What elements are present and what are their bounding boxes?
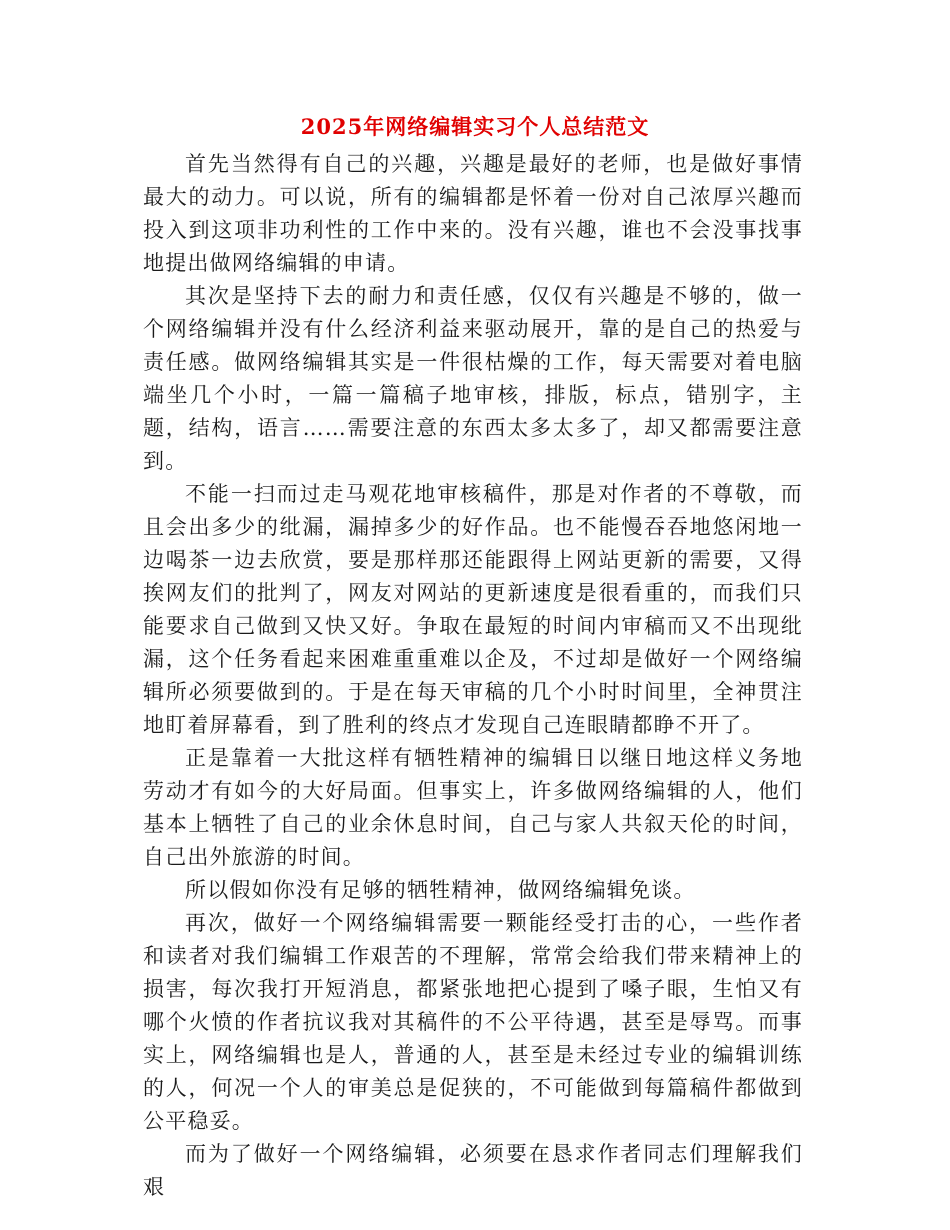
paragraph-5: 所以假如你没有足够的牺牲精神，做网络编辑免谈。 — [185, 878, 696, 902]
document-title: 2025年网络编辑实习个人总结范文 — [300, 114, 650, 139]
document-body — [143, 148, 803, 1204]
paragraph-1: 首先当然得有自己的兴趣，兴趣是最好的老师，也是做好事情最大的动力。可以说，所有的编辑都是怀着一份对自己浓厚兴趣而投入到这项非功利性的工作中来的。没有兴趣，谁也不会没事找事地提出做网络编辑的申请。 — [143, 152, 803, 275]
paragraph-3: 不能一扫而过走马观花地审核稿件，那是对作者的不尊敬，而且会出多少的纰漏，漏掉多少的好作品。也不能慢吞吞地悠闲地一边喝茶一边去欣赏，要是那样那还能跟得上网站更新的需要，又得挨网友们的批判了，网友对网站的更新速度是很看重的，而我们只能要求自己做到又快又好。争取在最短的时间内审稿而又不出现纰漏，这个任务看起来困难重重难以企及，不过却是做好一个网络编辑所必须要做到的。于是在每天审稿的几个小时时间里，全神贯注地盯着屏幕看，到了胜利的终点才发现自己连眼睛都睁不开了。 — [143, 482, 803, 737]
paragraph-4: 正是靠着一大批这样有牺牲精神的编辑日以继日地这样义务地劳动才有如今的大好局面。但事实上，许多做网络编辑的人，他们基本上牺牲了自己的业余休息时间，自己与家人共叙天伦的时间，自己出外旅游的时间。 — [143, 746, 803, 869]
paragraph-7: 而为了做好一个网络编辑，必须要在恳求作者同志们理解我们艰 — [143, 1142, 803, 1199]
paragraph-2: 其次是坚持下去的耐力和责任感，仅仅有兴趣是不够的，做一个网络编辑并没有什么经济利益来驱动展开，靠的是自己的热爱与责任感。做网络编辑其实是一件很枯燥的工作，每天需要对着电脑端坐几个小时，一篇一篇稿子地审核，排版，标点，错别字，主题，结构，语言……需要注意的东西太多太多了，却又都需要注意到。 — [143, 284, 803, 473]
paragraph-6: 再次，做好一个网络编辑需要一颗能经受打击的心，一些作者和读者对我们编辑工作艰苦的不理解，常常会给我们带来精神上的损害，每次我打开短消息，都紧张地把心提到了嗓子眼，生怕又有哪个火愤的作者抗议我对其稿件的不公平待遇，甚至是辱骂。而事实上，网络编辑也是人，普通的人，甚至是未经过专业的编辑训练的人，何况一个人的审美总是促狭的，不可能做到每篇稿件都做到公平稳妥。 — [143, 911, 803, 1133]
